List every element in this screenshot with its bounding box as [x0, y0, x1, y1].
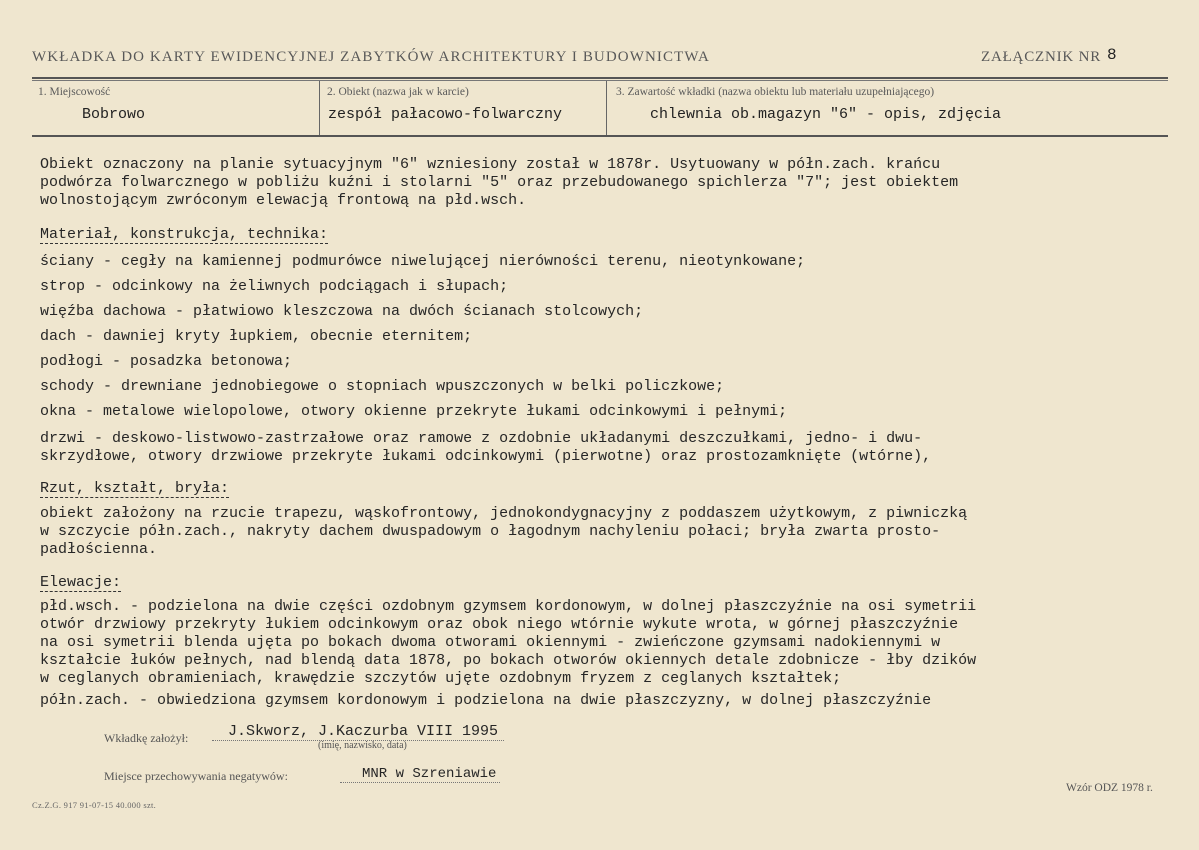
- elevation-line: w ceglanych obramieniach, krawędzie szczytów ujęte ozdobnym fryzem z ceglanych kształtek;: [40, 670, 842, 687]
- elevation-line-last: półn.zach. - obwiedziona gzymsem kordonowym i podzielona na dwie płaszczyzny, w dolnej płaszczyźnie: [40, 692, 932, 709]
- annex-label: ZAŁĄCZNIK NR: [981, 49, 1102, 65]
- fields-bottom-rule: [32, 135, 1168, 137]
- field-divider-1: [319, 81, 320, 135]
- material-item: okna - metalowe wielopolowe, otwory okienne przekryte łukami odcinkowymi i pełnymi;: [40, 403, 788, 420]
- intro-line: Obiekt oznaczony na planie sytuacyjnym "6" wzniesiony został w 1878r. Usytuowany w półn.zach. krańcu: [40, 156, 941, 173]
- elevation-line: kształcie łuków pełnych, nad blendą data 1878, po bokach otworów okiennych detale zdobnicze - łby dzików: [40, 652, 977, 669]
- contents-value: chlewnia ob.magazyn "6" - opis, zdjęcia: [650, 106, 1002, 123]
- made-by-label: Wkładkę założył:: [104, 731, 189, 745]
- intro-paragraph: [40, 156, 958, 210]
- plan-line: w szczycie półn.zach., nakryty dachem dwuspadowym o łagodnym nachyleniu połaci; bryła zwarta prosto-: [40, 523, 941, 540]
- plan-line: obiekt założony na rzucie trapezu, wąskofrontowy, jednokondygnacyjny z poddaszem użytkowym, z piwniczką: [40, 505, 968, 522]
- print-code: Cz.Z.G. 917 91-07-15 40.000 szt.: [32, 800, 157, 810]
- elevation-line: na osi symetrii blenda ujęta po bokach dwoma otworami okiennymi - zwieńczone gzymsami nadokiennymi w: [40, 634, 941, 651]
- header-rule-secondary: [32, 80, 1168, 81]
- material-item: strop - odcinkowy na żeliwnych podciągach i słupach;: [40, 278, 509, 295]
- made-by-caption: (imię, nazwisko, data): [318, 740, 407, 751]
- elevation-heading: Elewacje:: [40, 574, 122, 591]
- field-divider-2: [606, 81, 607, 135]
- doors-line: skrzydłowe, otwory drzwiowe przekryte łukami odcinkowymi (pierwotne) oraz prostozamknięte (wtórne),: [40, 448, 932, 465]
- plan-line: padłościenna.: [40, 541, 158, 558]
- plan-paragraph: [40, 505, 967, 559]
- material-item: ściany - cegły na kamiennej podmurówce niwelującej nierówności terenu, nieotynkowane;: [40, 253, 806, 270]
- doors-paragraph: [40, 430, 931, 466]
- storage-label: Miejsce przechowywania negatywów:: [104, 769, 288, 783]
- storage-value: MNR w Szreniawie: [340, 766, 500, 783]
- form-code: Wzór ODZ 1978 r.: [1066, 782, 1153, 794]
- material-heading: Materiał, konstrukcja, technika:: [40, 226, 329, 243]
- material-item: dach - dawniej kryty łupkiem, obecnie eternitem;: [40, 328, 473, 345]
- made-by-value: J.Skworz, J.Kaczurba VIII 1995: [212, 723, 504, 741]
- object-label: 2. Obiekt (nazwa jak w karcie): [327, 86, 469, 98]
- doors-line: drzwi - deskowo-listwowo-zastrzałowe oraz ramowe z ozdobnie układanymi deszczułkami, jedno- i dwu-: [40, 430, 923, 447]
- plan-heading: Rzut, kształt, bryła:: [40, 480, 230, 497]
- contents-label: 3. Zawartość wkładki (nazwa obiektu lub materiału uzupełniającego): [616, 86, 935, 98]
- elevation-line: otwór drzwiowy przekryty łukiem odcinkowym oraz obok niego wtórnie wykute wrota, w górnej płaszczyźnie: [40, 616, 959, 633]
- annex-number: 8: [1107, 46, 1117, 64]
- material-item: więźba dachowa - płatwiowo kleszczowa na dwóch ścianach stolcowych;: [40, 303, 644, 320]
- material-item: podłogi - posadzka betonowa;: [40, 353, 293, 370]
- form-title: WKŁADKA DO KARTY EWIDENCYJNEJ ZABYTKÓW ARCHITEKTURY I BUDOWNICTWA: [32, 49, 710, 65]
- location-label: 1. Miejscowość: [38, 86, 111, 98]
- made-by-value-wrap: [212, 722, 504, 741]
- object-value: zespół pałacowo-folwarczny: [328, 106, 563, 123]
- elevation-paragraph: [40, 598, 976, 688]
- intro-line: wolnostojącym zwróconym elewacją frontową na płd.wsch.: [40, 192, 527, 209]
- material-item: schody - drewniane jednobiegowe o stopniach wpuszczonych w belki policzkowe;: [40, 378, 725, 395]
- location-value: Bobrowo: [82, 106, 146, 123]
- header-rule: [32, 77, 1168, 79]
- intro-line: podwórza folwarcznego w pobliżu kuźni i stolarni "5" oraz przebudowanego spichlerza "7"; jest obiektem: [40, 174, 959, 191]
- elevation-line: płd.wsch. - podzielona na dwie części ozdobnym gzymsem kordonowym, w dolnej płaszczyźnie na osi symetrii: [40, 598, 977, 615]
- storage-value-wrap: [340, 764, 500, 783]
